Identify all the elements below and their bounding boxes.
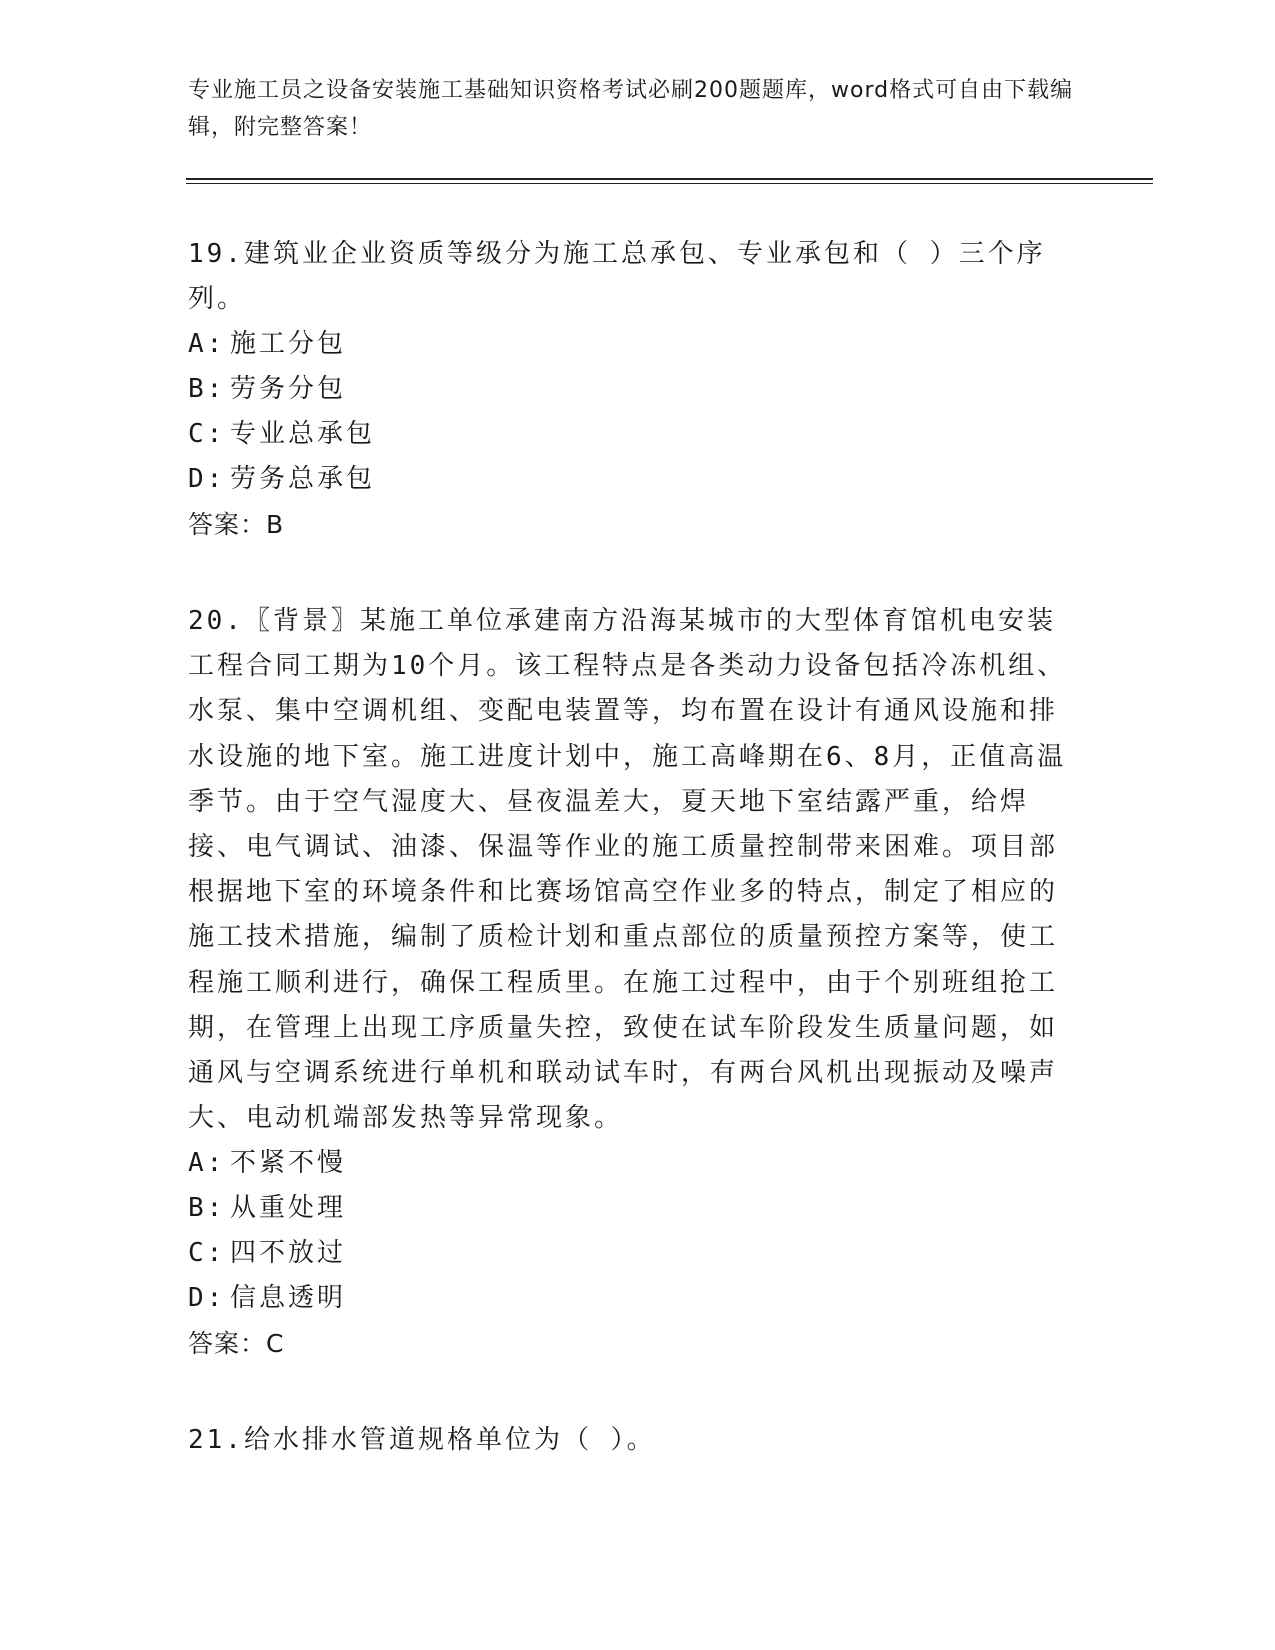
option-text: 施工分包 [230, 329, 347, 359]
header-divider-thin [186, 183, 1153, 184]
option-c [188, 1231, 1068, 1276]
question-19 [188, 232, 1068, 547]
option-b [188, 367, 1068, 412]
option-letter: D: [188, 464, 226, 494]
option-text: 信息透明 [230, 1283, 347, 1314]
question-list [188, 232, 1068, 1463]
option-b [188, 1186, 1068, 1231]
option-a [188, 1141, 1068, 1186]
option-letter: C: [188, 1238, 226, 1269]
option-text: 不紧不慢 [230, 1148, 347, 1179]
answer-line: 答案：C [188, 1329, 285, 1359]
option-letter: C: [188, 419, 226, 449]
option-letter: D: [188, 1283, 226, 1314]
question-text: 19.建筑业企业资质等级分为施工总承包、专业承包和（ ）三个序列。 [188, 239, 1046, 314]
option-d [188, 1276, 1068, 1321]
option-letter: A: [188, 1148, 226, 1179]
option-a [188, 322, 1068, 367]
header-divider [186, 178, 1153, 180]
option-letter: B: [188, 1193, 226, 1224]
question-21 [188, 1418, 1068, 1463]
question-text: 21.给水排水管道规格单位为（ ）。 [188, 1425, 656, 1456]
question-text: 20.〖背景〗某施工单位承建南方沿海某城市的大型体育馆机电安装工程合同工期为10个月。该工程特点是各类动力设备包括冷冻机组、水泵、集中空调机组、变配电装置等，均布置在设计有通风设施和排水设施的地下室。施工进度计划中，施工高峰期在6、8月，正值高温季节。由于空气湿度大、昼夜温差大，夏天地下室结露严重，给焊接、电气调试、油漆、保温等作业的施工质量控制带来困难。项目部根据地下室的环境条件和比赛场馆高空作业多的特点，制定了相应的施工技术措施，编制了质检计划和重点部位的质量预控方案等，使工程施工顺利进行，确保工程质里。在施工过程中，由于个别班组抢工期，在管理上出现工序质量失控，致使在试车阶段发生质量问题，如通风与空调系统进行单机和联动试车时，有两台风机出现振动及噪声大、电动机端部发热等异常现象。 [188, 606, 1067, 1134]
option-text: 专业总承包 [230, 419, 376, 449]
option-c [188, 412, 1068, 457]
option-text: 从重处理 [230, 1193, 347, 1224]
answer-line: 答案：B [188, 510, 285, 539]
spacer [188, 547, 1068, 599]
spacer [188, 1366, 1068, 1418]
question-20 [188, 599, 1068, 1366]
option-text: 四不放过 [230, 1238, 347, 1269]
document-header: 专业施工员之设备安装施工基础知识资格考试必刷200题题库，word格式可自由下载编辑，附完整答案！ [188, 78, 1074, 140]
option-letter: B: [188, 374, 226, 404]
option-text: 劳务总承包 [230, 464, 376, 494]
option-letter: A: [188, 329, 226, 359]
option-d [188, 457, 1068, 502]
option-text: 劳务分包 [230, 374, 347, 404]
